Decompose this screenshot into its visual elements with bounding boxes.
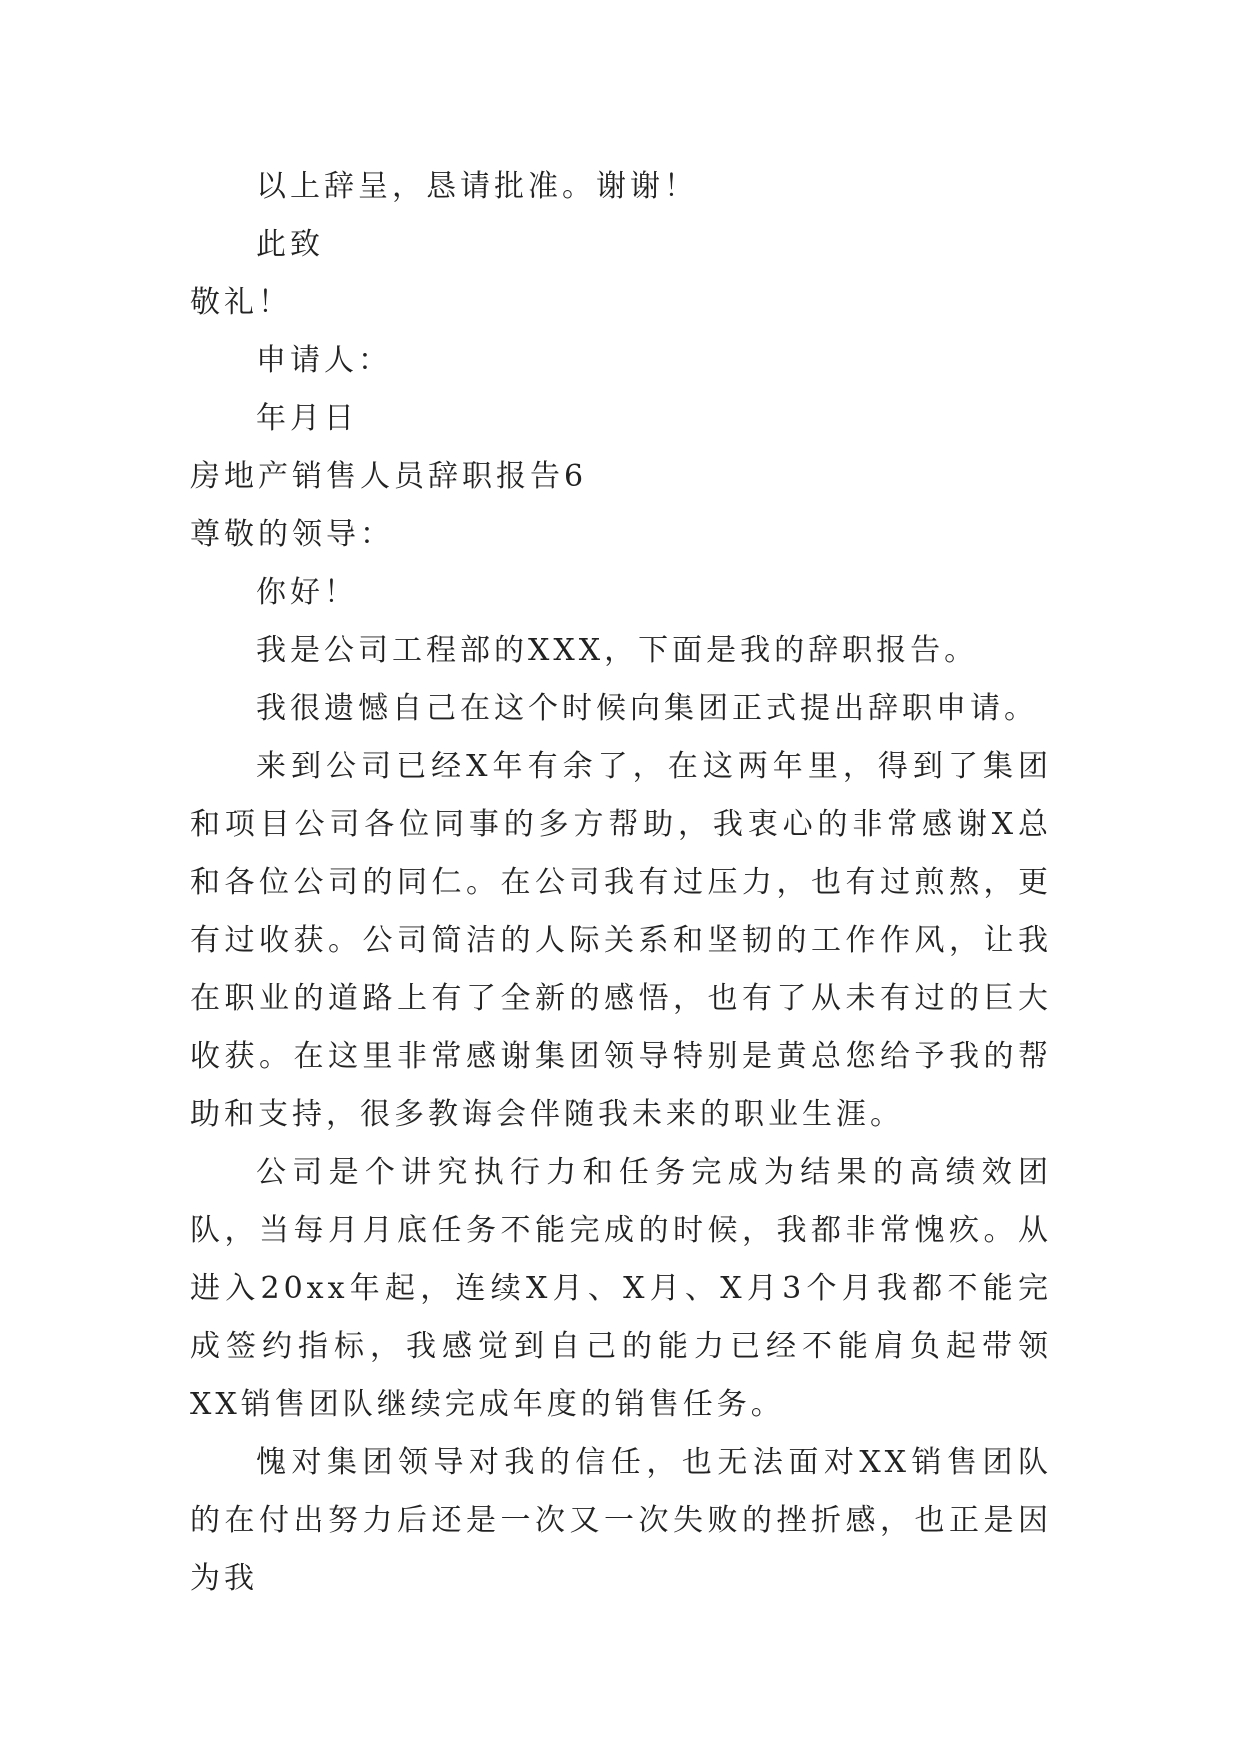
addressee: 尊敬的领导： (190, 517, 394, 552)
regret-line: 我很遗憾自己在这个时候向集团正式提出辞职申请。 (256, 691, 1038, 726)
body-paragraph-2: 公司是个讲究执行力和任务完成为结果的高绩效团队，当每月月底任务不能完成的时候，我都非常愧疚。从进入20xx年起，连续X月、X月、X月3个月我都不能完成签约指标，我感觉到自己的能力已经不能肩负起带领XX销售团队继续完成年度的销售任务。 (190, 1155, 1052, 1422)
salutation-jingli: 敬礼！ (190, 285, 292, 320)
section-title: 房地产销售人员辞职报告6 (190, 459, 588, 494)
body-paragraph-3: 愧对集团领导对我的信任，也无法面对XX销售团队的在付出努力后还是一次又一次失败的挫折感，也正是因为我 (190, 1445, 1052, 1596)
intro-line: 我是公司工程部的XXX，下面是我的辞职报告。 (256, 633, 979, 668)
applicant-label: 申请人： (256, 343, 392, 378)
greeting: 你好！ (256, 575, 358, 610)
document-body (190, 158, 1052, 1608)
date-label: 年月日 (256, 401, 358, 436)
body-paragraph-1: 来到公司已经X年有余了，在这两年里，得到了集团和项目公司各位同事的多方帮助，我衷心的非常感谢X总和各位公司的同仁。在公司我有过压力，也有过煎熬，更有过收获。公司简洁的人际关系和坚韧的工作作风，让我在职业的道路上有了全新的感悟，也有了从未有过的巨大收获。在这里非常感谢集团领导特别是黄总您给予我的帮助和支持，很多教诲会伴随我未来的职业生涯。 (190, 749, 1052, 1132)
closing-request-line: 以上辞呈，恳请批准。谢谢！ (256, 169, 698, 204)
salutation-cizhi: 此致 (256, 227, 324, 262)
